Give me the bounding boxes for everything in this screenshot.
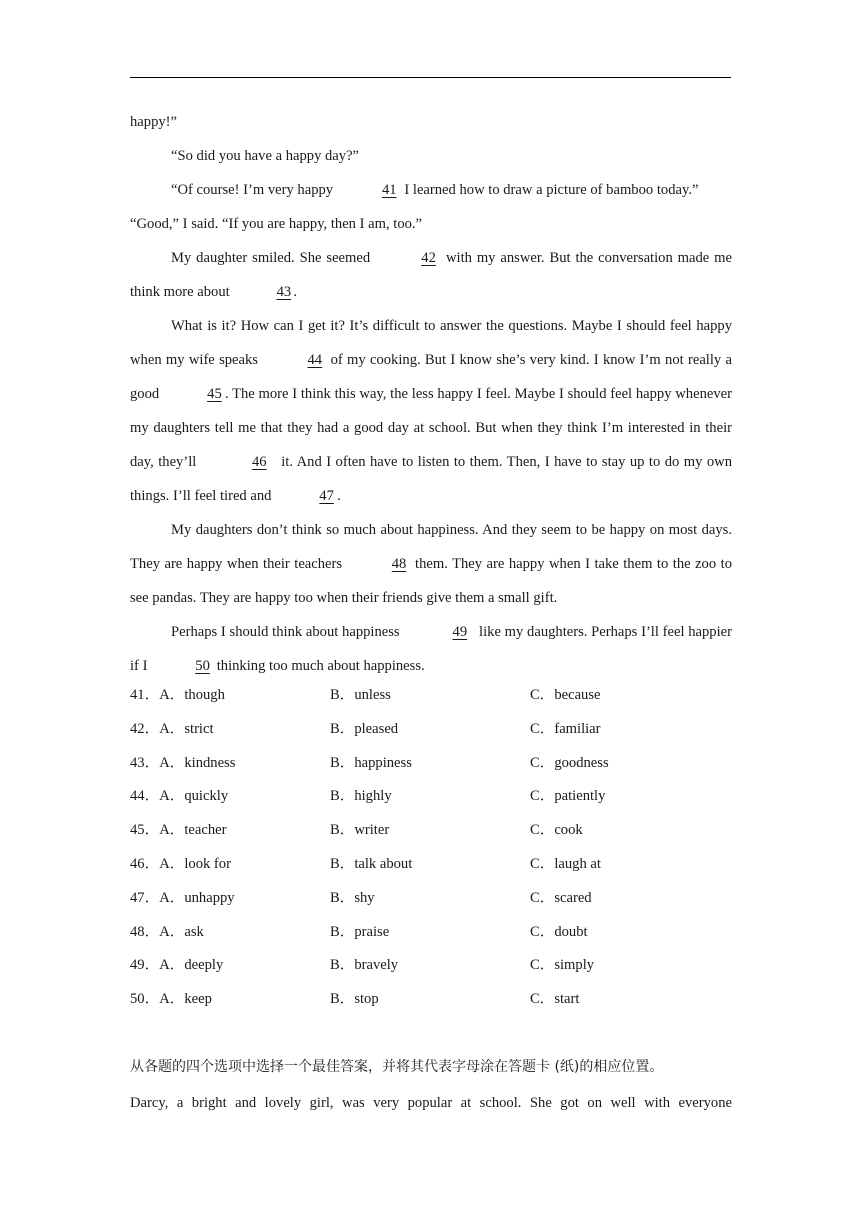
option-c[interactable]: C．cook bbox=[530, 822, 583, 839]
blank-50: 50 bbox=[195, 658, 210, 674]
option-b[interactable]: B．shy bbox=[330, 889, 375, 906]
blank-46: 46 bbox=[251, 454, 267, 470]
text-run: What is it? How can I get it? It’s difficult to answer the questions. Maybe I should feel happy when my wife speaks bbox=[130, 318, 732, 368]
option-a[interactable]: 43．A．kindness bbox=[130, 754, 236, 771]
option-a[interactable]: 41．A．though bbox=[130, 687, 225, 703]
passage-paragraph bbox=[130, 241, 732, 309]
passage-paragraph bbox=[130, 615, 732, 683]
passage-paragraph bbox=[130, 309, 732, 513]
passage-line: happy!” bbox=[130, 114, 178, 130]
text-run: it. And I often have to listen to them. Then, I have to stay up to do my own things. I’ll feel tired and bbox=[130, 454, 732, 504]
text-run: with my answer. But the conversation made me think more about bbox=[130, 250, 732, 300]
blank-41: 41 bbox=[381, 182, 397, 198]
passage-line: “Good,” I said. “If you are happy, then I am, too.” bbox=[130, 216, 423, 232]
text-run: Perhaps I should think about happiness bbox=[171, 624, 404, 640]
option-b[interactable]: B．talk about bbox=[330, 855, 413, 872]
option-b[interactable]: B．unless bbox=[330, 687, 391, 703]
blank-44: 44 bbox=[307, 352, 323, 368]
text-run: of my cooking. But I know she’s very kind. I know I’m not really a good bbox=[130, 352, 732, 402]
cloze-passage bbox=[130, 105, 732, 683]
passage-line: “So did you have a happy day?” bbox=[171, 148, 360, 164]
option-a[interactable]: 48．A．ask bbox=[130, 923, 204, 940]
text-run: “Of course! I’m very happy bbox=[171, 182, 337, 198]
option-c[interactable]: C．scared bbox=[530, 889, 592, 906]
header-rule bbox=[130, 77, 731, 78]
option-c[interactable]: C．because bbox=[530, 687, 601, 703]
passage-paragraph bbox=[130, 513, 732, 615]
option-c[interactable]: C．doubt bbox=[530, 923, 588, 940]
passage-line bbox=[130, 173, 732, 207]
option-a[interactable]: 44．A．quickly bbox=[130, 788, 229, 805]
option-c[interactable]: C．patiently bbox=[530, 788, 606, 805]
section-instruction: 从各题的四个选项中选择一个最佳答案，并将其代表字母涂在答题卡 (纸)的相应位置。 bbox=[130, 1059, 664, 1075]
text-run: My daughter smiled. She seemed bbox=[171, 250, 376, 266]
option-a[interactable]: 49．A．deeply bbox=[130, 957, 224, 974]
option-a[interactable]: 46．A．look for bbox=[130, 855, 231, 872]
question-row bbox=[130, 814, 732, 848]
blank-47: 47 bbox=[319, 488, 334, 504]
text-run: . bbox=[293, 284, 298, 300]
text-run: like my daughters. Perhaps I’ll feel happier if I bbox=[130, 624, 732, 674]
text-run: I learned how to draw a picture of bamboo today.” bbox=[400, 182, 699, 198]
option-c[interactable]: C．familiar bbox=[530, 720, 601, 737]
blank-42: 42 bbox=[421, 250, 436, 266]
question-row bbox=[130, 780, 732, 814]
option-c[interactable]: C．goodness bbox=[530, 754, 609, 771]
option-c[interactable]: C．simply bbox=[530, 957, 595, 974]
answer-options bbox=[130, 679, 732, 1017]
option-a[interactable]: 45．A．teacher bbox=[130, 822, 227, 839]
question-row bbox=[130, 983, 732, 1017]
question-row bbox=[130, 747, 732, 781]
option-b[interactable]: B．pleased bbox=[330, 720, 399, 737]
blank-43: 43 bbox=[276, 284, 292, 300]
option-b[interactable]: B．writer bbox=[330, 822, 390, 839]
question-row bbox=[130, 949, 732, 983]
option-a[interactable]: 42．A．strict bbox=[130, 720, 214, 737]
blank-48: 48 bbox=[391, 556, 407, 572]
text-run: . The more I think this way, the less happy I feel. Maybe I should feel happy whenever my daughters tell me that they had a good day at school. But when they think I’m interested in their day, they’ll bbox=[130, 386, 732, 470]
option-b[interactable]: B．bravely bbox=[330, 957, 399, 974]
text-run: My daughters don’t think so much about happiness. And they seem to be happy on most days. They are happy when their teachers bbox=[130, 522, 732, 572]
option-c[interactable]: C．laugh at bbox=[530, 855, 601, 872]
option-a[interactable]: 50．A．keep bbox=[130, 991, 212, 1008]
next-passage-line: Darcy, a bright and lovely girl, was very popular at school. She got on well with everyone bbox=[130, 1095, 732, 1111]
blank-49: 49 bbox=[452, 624, 468, 640]
text-run: thinking too much about happiness. bbox=[213, 658, 425, 674]
option-b[interactable]: B．highly bbox=[330, 788, 392, 805]
question-row bbox=[130, 916, 732, 950]
text-run: them. They are happy when I take them to the zoo to see pandas. They are happy too when their friends give them a small gift. bbox=[130, 556, 732, 606]
question-row bbox=[130, 679, 732, 713]
text-run: . bbox=[337, 488, 341, 504]
blank-45: 45 bbox=[207, 386, 222, 402]
question-row bbox=[130, 848, 732, 882]
option-b[interactable]: B．praise bbox=[330, 923, 390, 940]
option-c[interactable]: C．start bbox=[530, 991, 580, 1008]
option-a[interactable]: 47．A．unhappy bbox=[130, 889, 235, 906]
question-row bbox=[130, 882, 732, 916]
question-row bbox=[130, 713, 732, 747]
option-b[interactable]: B．happiness bbox=[330, 754, 412, 771]
option-b[interactable]: B．stop bbox=[330, 991, 379, 1008]
